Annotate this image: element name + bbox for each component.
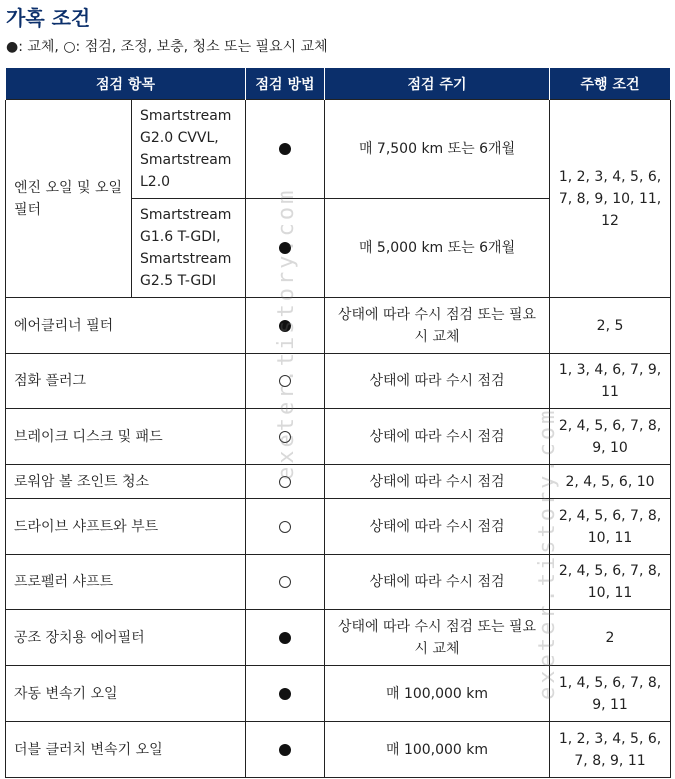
item-cell: 에어클리너 필터: [6, 298, 246, 354]
replace-dot-icon: [279, 143, 291, 155]
method-cell: [246, 298, 325, 354]
conditions-cell: 2, 5: [550, 298, 671, 354]
table-row: [6, 722, 671, 778]
table-row: [6, 499, 671, 555]
interval-cell: 매 100,000 km: [325, 722, 550, 778]
item-cell: 프로펠러 샤프트: [6, 555, 246, 610]
item-cell: 더블 클러치 변속기 오일: [6, 722, 246, 778]
table-row: [6, 409, 671, 465]
interval-cell: 상태에 따라 수시 점검: [325, 499, 550, 555]
inspect-circle-icon: [279, 431, 291, 443]
method-cell: [246, 499, 325, 555]
method-cell: [246, 722, 325, 778]
interval-cell: 상태에 따라 수시 점검 또는 필요시 교체: [325, 298, 550, 354]
conditions-cell: 2, 4, 5, 6, 10: [550, 465, 671, 499]
method-cell: [246, 199, 325, 298]
conditions-cell: 2, 4, 5, 6, 7, 8, 9, 10: [550, 409, 671, 465]
replace-dot-icon: [279, 688, 291, 700]
table-header-row: [6, 68, 671, 100]
engine-oil-conditions: 1, 2, 3, 4, 5, 6, 7, 8, 9, 10, 11, 12: [550, 100, 671, 298]
inspect-circle-icon: [279, 521, 291, 533]
header-method: 점검 방법: [246, 68, 325, 100]
watermark: exeter.tistory.com: [535, 407, 560, 700]
conditions-cell: 1, 4, 5, 6, 7, 8, 9, 11: [550, 666, 671, 722]
method-cell: [246, 354, 325, 409]
interval-cell: 상태에 따라 수시 점검 또는 필요시 교체: [325, 610, 550, 666]
table-row: [6, 100, 671, 199]
inspect-circle-icon: [279, 476, 291, 488]
interval-cell: 상태에 따라 수시 점검: [325, 555, 550, 610]
method-cell: [246, 610, 325, 666]
replace-dot-icon: [279, 744, 291, 756]
conditions-cell: 1, 2, 3, 4, 5, 6, 7, 8, 9, 11: [550, 722, 671, 778]
header-interval: 점검 주기: [325, 68, 550, 100]
replace-dot-icon: [279, 242, 291, 254]
header-item: 점검 항목: [6, 68, 246, 100]
interval-cell: 상태에 따라 수시 점검: [325, 409, 550, 465]
engine-oil-item: 엔진 오일 및 오일 필터: [6, 100, 132, 298]
table-row: [6, 610, 671, 666]
interval-cell: 상태에 따라 수시 점검: [325, 465, 550, 499]
item-cell: 로워암 볼 조인트 청소: [6, 465, 246, 499]
conditions-cell: 2, 4, 5, 6, 7, 8, 10, 11: [550, 499, 671, 555]
interval-cell: 매 5,000 km 또는 6개월: [325, 199, 550, 298]
conditions-cell: 2, 4, 5, 6, 7, 8, 10, 11: [550, 555, 671, 610]
table-row: [6, 354, 671, 409]
table-row: [6, 298, 671, 354]
inspect-circle-icon: [279, 375, 291, 387]
table-row: [6, 465, 671, 499]
method-cell: [246, 100, 325, 199]
item-cell: 점화 플러그: [6, 354, 246, 409]
method-cell: [246, 465, 325, 499]
watermark: exeter.tistory.com: [274, 187, 299, 480]
engine-oil-model-1: Smartstream G2.0 CVVL, Smartstream L2.0: [132, 100, 246, 199]
method-cell: [246, 555, 325, 610]
replace-dot-icon: [279, 632, 291, 644]
table-row: [6, 666, 671, 722]
interval-cell: 매 100,000 km: [325, 666, 550, 722]
header-conditions: 주행 조건: [550, 68, 671, 100]
inspect-circle-icon: [279, 576, 291, 588]
engine-oil-model-2: Smartstream G1.6 T-GDI, Smartstream G2.5 T-GDI: [132, 199, 246, 298]
maintenance-table: [5, 68, 671, 778]
item-cell: 공조 장치용 에어필터: [6, 610, 246, 666]
item-cell: 브레이크 디스크 및 패드: [6, 409, 246, 465]
replace-dot-icon: [279, 320, 291, 332]
item-cell: 드라이브 샤프트와 부트: [6, 499, 246, 555]
interval-cell: 상태에 따라 수시 점검: [325, 354, 550, 409]
conditions-cell: 1, 3, 4, 6, 7, 9, 11: [550, 354, 671, 409]
method-cell: [246, 666, 325, 722]
interval-cell: 매 7,500 km 또는 6개월: [325, 100, 550, 199]
table-row: [6, 555, 671, 610]
method-cell: [246, 409, 325, 465]
legend: ●: 교체, ○: 점검, 조정, 보충, 청소 또는 필요시 교체: [6, 39, 328, 55]
item-cell: 자동 변속기 오일: [6, 666, 246, 722]
page-title: 가혹 조건: [6, 6, 91, 30]
conditions-cell: 2: [550, 610, 671, 666]
